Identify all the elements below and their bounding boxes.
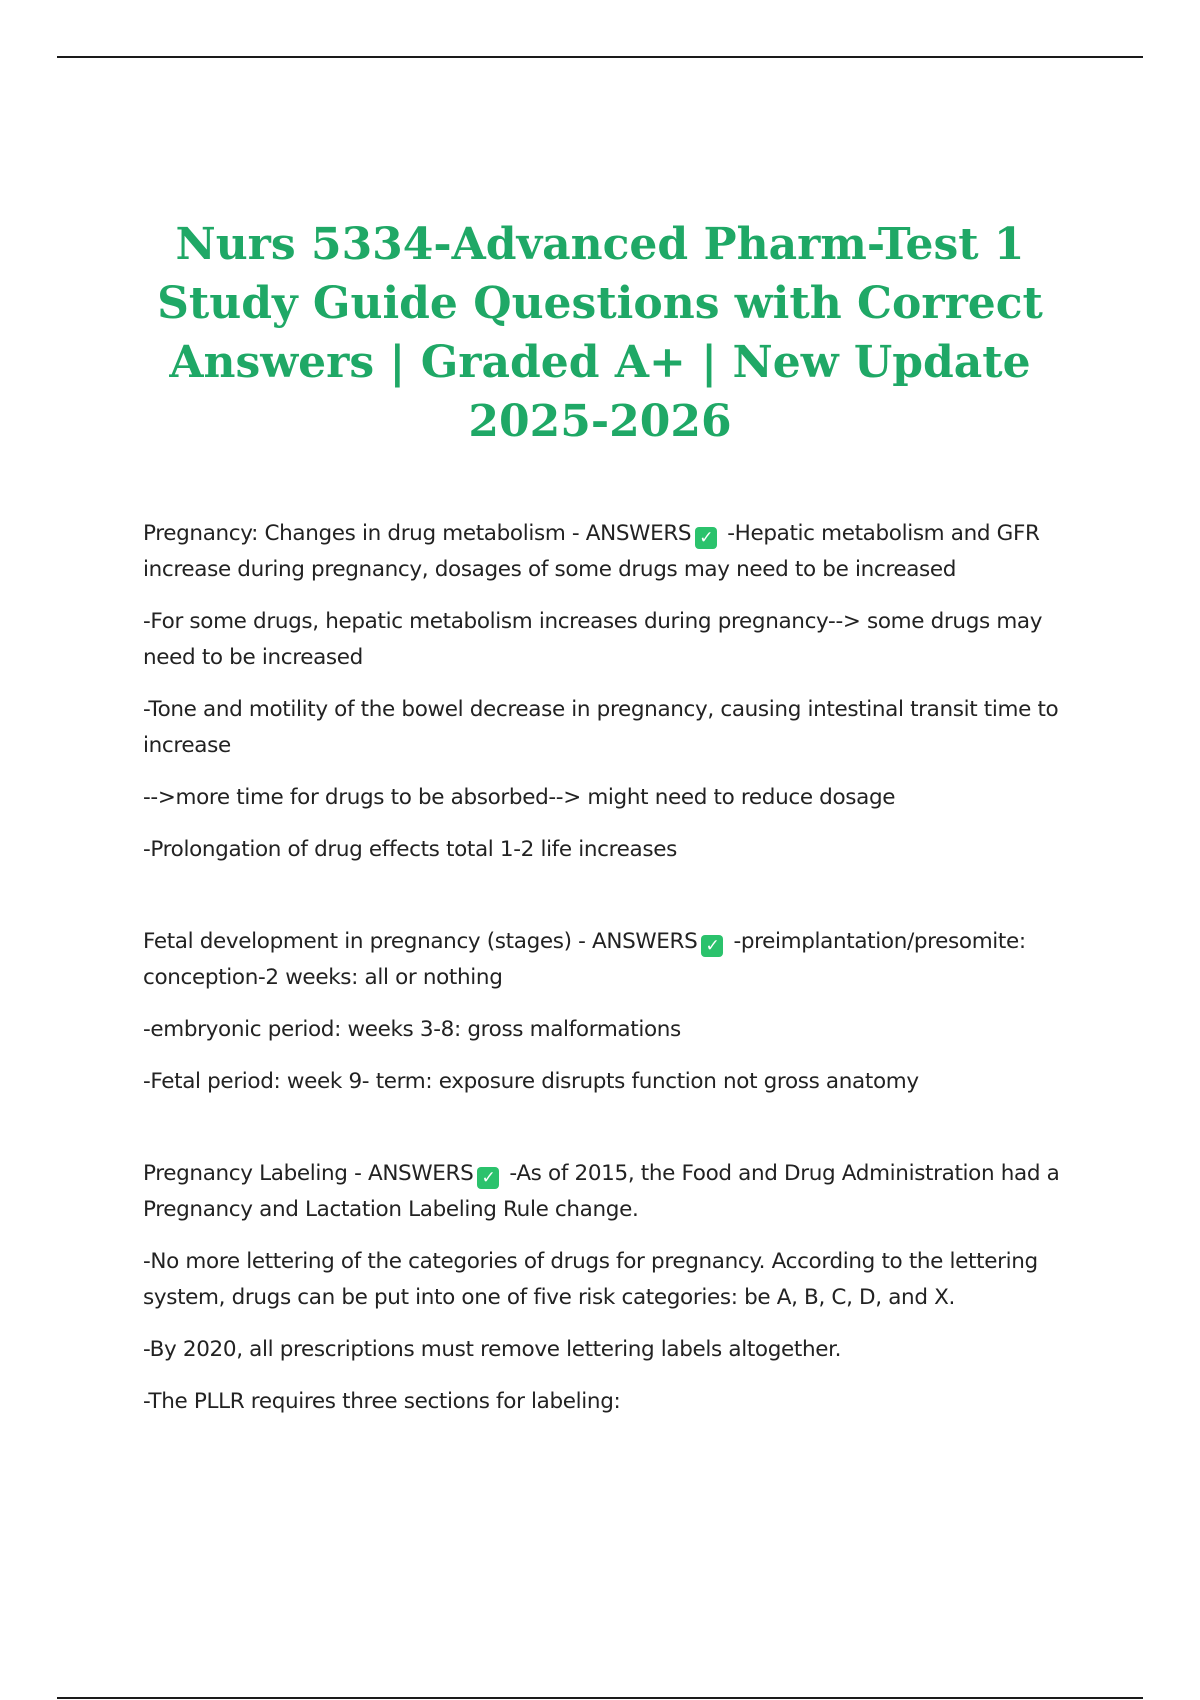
question-text: Fetal development in pregnancy (stages) - ANSWERS [143,929,698,954]
bottom-rule [57,1697,1143,1699]
qa-question-line [143,924,1063,996]
check-mark-icon: ✓ [701,935,723,957]
answer-line: -embryonic period: weeks 3-8: gross malformations [143,1017,681,1042]
answer-text: -preimplantation/presomite: conception-2 weeks: all or nothing [143,929,1026,990]
document-title: Nurs 5334-Advanced Pharm-Test 1 Study Guide Questions with Correct Answers | Graded A+ | New Update 2025-2026 [157,219,1043,447]
answer-text: -Hepatic metabolism and GFR increase during pregnancy, dosages of some drugs may need to be increased [143,521,1040,582]
top-rule [57,56,1143,58]
question-text: Pregnancy Labeling - ANSWERS [143,1161,474,1186]
answer-line: -No more lettering of the categories of drugs for pregnancy. According to the lettering system, drugs can be put into one of five risk categories: be A, B, C, D, and X. [143,1249,1038,1310]
check-mark-icon: ✓ [477,1167,499,1189]
answer-line: -Tone and motility of the bowel decrease in pregnancy, causing intestinal transit time to increase [143,697,1059,758]
answer-line: -Fetal period: week 9- term: exposure disrupts function not gross anatomy [143,1069,919,1094]
question-text: Pregnancy: Changes in drug metabolism - ANSWERS [143,521,692,546]
qa-question-line [143,516,1063,588]
answer-line: -By 2020, all prescriptions must remove lettering labels altogether. [143,1337,842,1362]
answer-line: -For some drugs, hepatic metabolism increases during pregnancy--> some drugs may need to be increased [143,609,1043,670]
check-mark-icon: ✓ [695,527,717,549]
study-guide-content [143,516,1063,1436]
qa-item [143,516,1063,868]
qa-question-line [143,1156,1063,1228]
answer-line: -Prolongation of drug effects total 1-2 life increases [143,837,677,862]
qa-item [143,1156,1063,1420]
qa-item [143,924,1063,1100]
answer-line: -->more time for drugs to be absorbed--> might need to reduce dosage [143,785,896,810]
answer-line: -The PLLR requires three sections for labeling: [143,1389,621,1414]
answer-text: -As of 2015, the Food and Drug Administration had a Pregnancy and Lactation Labeling Rule change. [143,1161,1060,1222]
